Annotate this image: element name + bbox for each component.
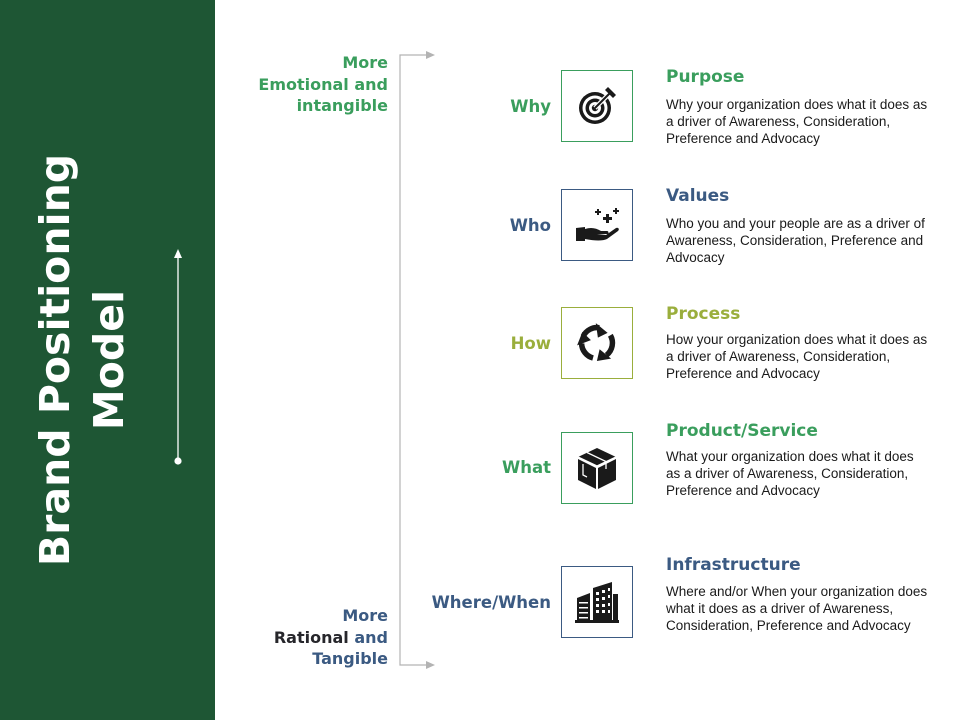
- heading-product-service: Product/Service: [666, 421, 818, 441]
- icon-box-how: [561, 307, 633, 379]
- sidebar: [0, 0, 215, 720]
- box-icon: [573, 444, 621, 492]
- axis-bracket: [395, 45, 440, 675]
- heading-purpose: Purpose: [666, 67, 745, 87]
- description-purpose: Why your organization does what it does as a driver of Awareness, Consideration, Preference and Advocacy: [666, 97, 928, 146]
- question-why: Why: [510, 97, 551, 116]
- buildings-icon: [573, 578, 621, 626]
- heading-process: Process: [666, 304, 741, 324]
- page-title: [28, 154, 136, 566]
- icon-box-who: [561, 189, 633, 261]
- axis-label-emotional: More Emotional and intangible: [258, 53, 388, 115]
- title-line-2: Model: [85, 289, 133, 431]
- title-line-1: Brand Positioning: [31, 153, 79, 567]
- question-who: Who: [509, 216, 551, 235]
- description-process: How your organization does what it does as a driver of Awareness, Consideration, Preference and Advocacy: [666, 332, 928, 381]
- heading-infrastructure: Infrastructure: [666, 555, 801, 575]
- icon-box-why: [561, 70, 633, 142]
- heading-values: Values: [666, 186, 730, 206]
- description-infrastructure: Where and/or When your organization does what it does as a driver of Awareness, Consideration, Preference and Advocacy: [666, 584, 928, 633]
- question-where-when: Where/When: [431, 593, 551, 612]
- target-icon: [573, 82, 621, 130]
- vertical-arrow-icon: [170, 248, 186, 468]
- icon-box-where-when: [561, 566, 633, 638]
- description-product-service: What your organization does what it does as a driver of Awareness, Consideration, Preference and Advocacy: [666, 449, 914, 498]
- hand-plus-icon: [573, 201, 621, 249]
- description-values: Who you and your people are as a driver of Awareness, Consideration, Preference and Advocacy: [666, 216, 925, 265]
- axis-label-rational: More Rational and Tangible: [273, 606, 388, 668]
- cycle-arrows-icon: [573, 319, 621, 367]
- question-how: How: [510, 334, 551, 353]
- question-what: What: [502, 458, 551, 477]
- icon-box-what: [561, 432, 633, 504]
